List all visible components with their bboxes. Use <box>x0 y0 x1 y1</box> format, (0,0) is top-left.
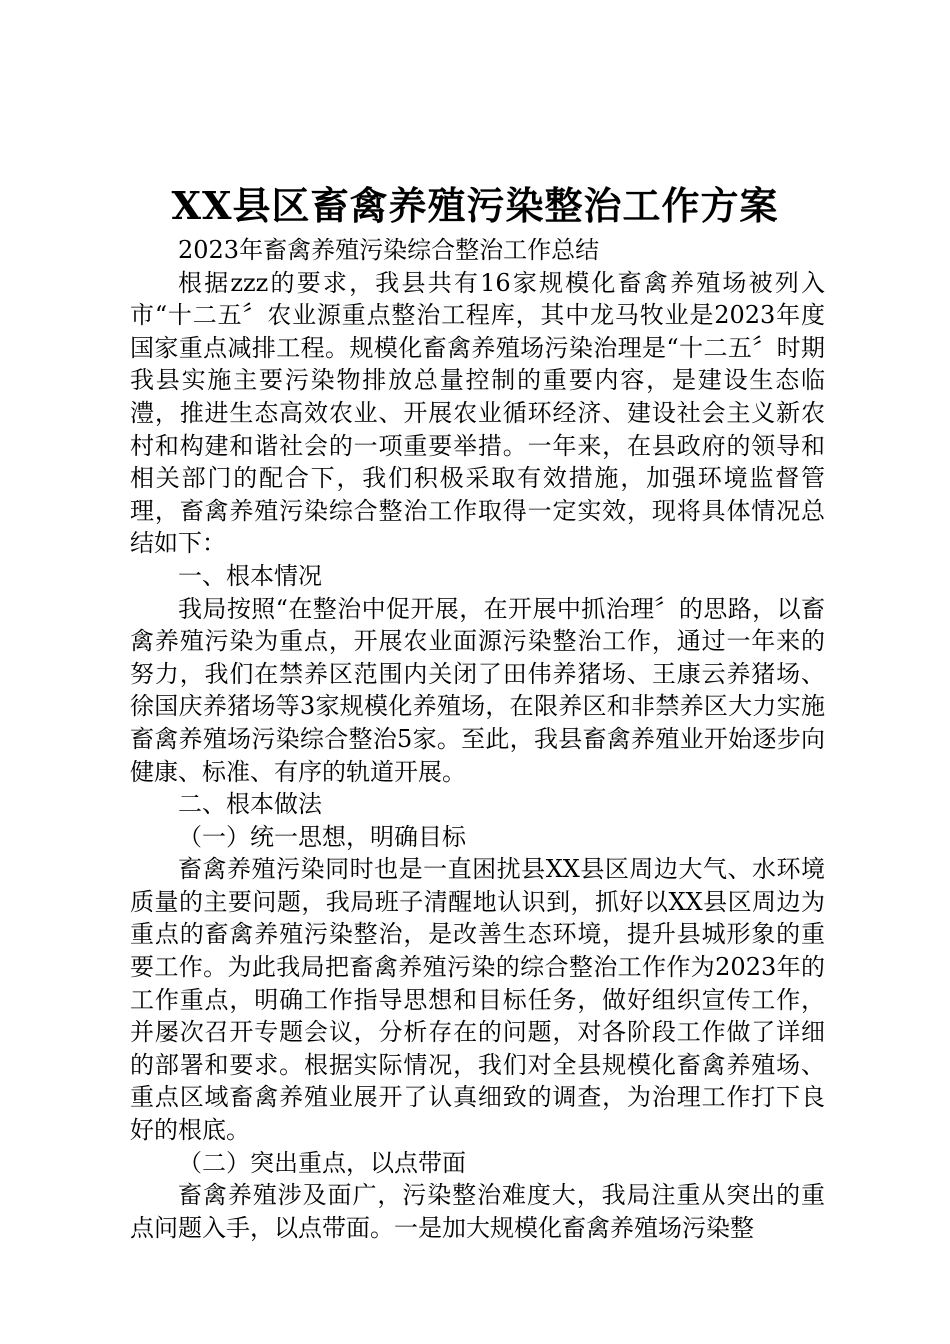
subheading-highlight-focus: （二）突出重点，以点带面 <box>178 1148 466 1177</box>
paragraph-unify-thinking: 畜禽养殖污染同时也是一直困扰县XX县区周边大气、水环境质量的主要问题，我局班子清醒地认识到，抓好以XX县区周边为重点的畜禽养殖污染整治，是改善生态环境，提升县城形象的重要工作。为此我局把畜禽养殖污染的综合整治工作作为2023年的工作重点，明确工作指导思想和目标任务，做好组织宣传工作，并屡次召开专题会议，分析存在的问题，对各阶段工作做了详细的部署和要求。根据实际情况，我们对全县规模化畜禽养殖场、重点区域畜禽养殖业展开了认真细致的调查，为治理工作打下良好的根底。 <box>130 855 825 1145</box>
heading-basic-situation: 一、根本情况 <box>178 561 322 590</box>
heading-basic-methods: 二、根本做法 <box>178 790 322 819</box>
document-body <box>130 234 825 1244</box>
paragraph-intro: 根据zzz的要求，我县共有16家规模化畜禽养殖场被列入市“十二五〞农业源重点整治工程库，其中龙马牧业是2023年度国家重点减排工程。规模化畜禽养殖场污染治理是“十二五〞时期我县实施主要污染物排放总量控制的重要内容，是建设生态临澧，推进生态高效农业、开展农业循环经济、建设社会主义新农村和构建和谐社会的一项重要举措。一年来，在县政府的领导和相关部门的配合下，我们积极采取有效措施，加强环境监督管理，畜禽养殖污染综合整治工作取得一定实效，现将具体情况总结如下： <box>130 268 825 558</box>
subheading-unify-thinking: （一）统一思想，明确目标 <box>178 822 466 851</box>
document-title: XX县区畜禽养殖污染整治工作方案 <box>171 183 779 228</box>
paragraph-highlight-focus: 畜禽养殖涉及面广，污染整治难度大，我局注重从突出的重点问题入手，以点带面。一是加大规模化畜禽养殖场污染整 <box>130 1181 825 1242</box>
paragraph-basic-situation: 我局按照“在整治中促开展，在开展中抓治理〞的思路，以畜禽养殖污染为重点，开展农业面源污染整治工作，通过一年来的努力，我们在禁养区范围内关闭了田伟养猪场、王康云养猪场、徐国庆养猪场等3家规模化养殖场，在限养区和非禁养区大力实施畜禽养殖场污染综合整治5家。至此，我县畜禽养殖业开始逐步向健康、标准、有序的轨道开展。 <box>130 594 825 786</box>
paragraph-subtitle: 2023年畜禽养殖污染综合整治工作总结 <box>178 236 600 264</box>
